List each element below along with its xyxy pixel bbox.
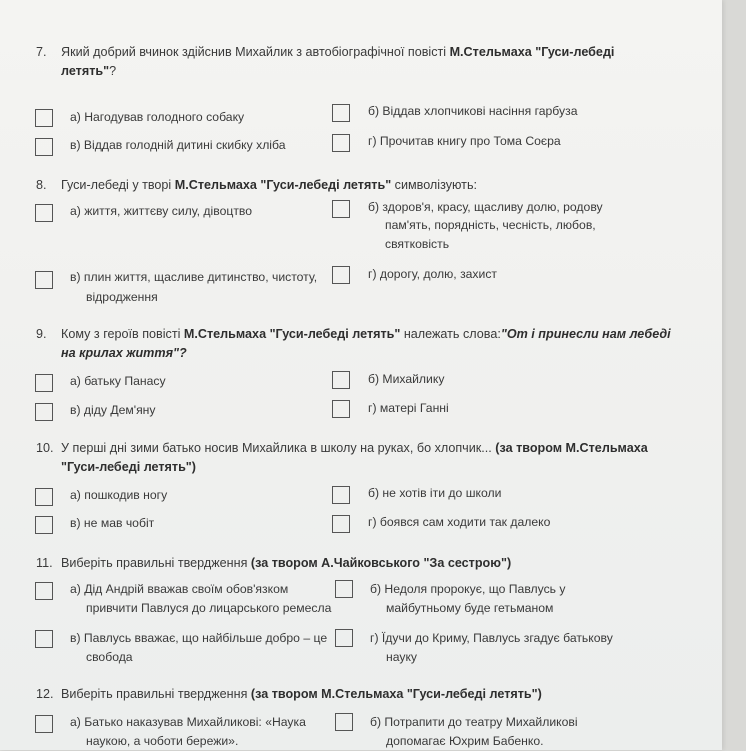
q12-option-a-line1: а) Батько наказував Михайликові: «Наука [70, 715, 306, 729]
q11-option-b-line1: б) Недоля пророкує, що Павлусь у [370, 582, 566, 596]
q8-option-b-line2: пам'ять, порядність, чесність, любов, [385, 218, 596, 232]
question-9-quote: "От і принесли нам лебеді [500, 327, 671, 341]
question-11-text-start: Виберіть правильні твердження [61, 556, 251, 570]
q7-checkbox-a[interactable] [35, 109, 53, 127]
question-10-text-start: У перші дні зими батько носив Михайлика в школу на руках, бо хлопчик... [61, 441, 496, 455]
q12-option-a-line2: наукою, а чоботи бережи». [86, 734, 239, 748]
q7-checkbox-b[interactable] [332, 104, 350, 122]
q12-option-b-line1: б) Потрапити до театру Михайликові [370, 715, 578, 729]
question-9-work-title: М.Стельмаха "Гуси-лебеді летять" [183, 327, 401, 341]
q7-checkbox-c[interactable] [35, 138, 53, 156]
question-10-work-title: (за твором М.Стельмаха [495, 441, 648, 455]
q10-option-b: б) не хотів іти до школи [368, 486, 502, 500]
q11-option-c-line1: в) Павлусь вважає, що найбільше добро – це [70, 631, 328, 645]
question-11-work-title: (за твором А.Чайковського "За сестрою") [250, 556, 512, 570]
q10-checkbox-c[interactable] [35, 516, 53, 534]
q8-checkbox-d[interactable] [332, 266, 350, 284]
q11-option-b-line2: майбутньому буде гетьманом [386, 601, 554, 615]
q12-option-b-line2: допомагає Юхрим Бабенко. [386, 734, 544, 748]
question-10-text [61, 439, 681, 477]
q11-option-d-line1: г) Їдучи до Криму, Павлусь згадує батькову [370, 631, 613, 645]
question-8-text-start: Гуси-лебеді у творі [61, 178, 175, 192]
question-12-text [61, 685, 681, 704]
question-11-number: 11. [36, 556, 53, 570]
question-9-text-start: Кому з героїв повісті [61, 327, 184, 341]
q11-option-a-line2: привчити Павлуся до лицарського ремесла [86, 601, 332, 615]
question-12-work-title: (за твором М.Стельмаха "Гуси-лебеді летять") [250, 687, 542, 701]
q11-checkbox-d[interactable] [335, 629, 353, 647]
question-7-text-start: Який добрий вчинок здійснив Михайлик з автобіографічної повісті [61, 45, 450, 59]
question-12-number: 12. [36, 687, 54, 701]
question-8-text-end: символізують: [391, 178, 478, 192]
q8-checkbox-c[interactable] [35, 271, 53, 289]
question-10-work-title-end: "Гуси-лебеді летять") [61, 460, 196, 474]
q7-option-a: а) Нагодував голодного собаку [70, 110, 245, 124]
q9-checkbox-c[interactable] [35, 403, 53, 421]
q10-option-c: в) не мав чобіт [70, 516, 155, 530]
q8-option-d: г) дорогу, долю, захист [368, 267, 498, 281]
q7-option-d: г) Прочитав книгу про Тома Соєра [368, 134, 561, 148]
q8-option-c-line2: відродження [86, 290, 158, 304]
q11-checkbox-c[interactable] [35, 630, 53, 648]
q9-option-a: а) батьку Панасу [70, 374, 166, 388]
q10-checkbox-d[interactable] [332, 515, 350, 533]
q9-option-d: г) матері Ганні [368, 401, 449, 415]
q11-option-c-line2: свобода [86, 650, 133, 664]
q9-checkbox-b[interactable] [332, 371, 350, 389]
question-9-text-mid: належать слова: [400, 327, 501, 341]
q8-option-a: а) життя, життєву силу, дівоцтво [70, 204, 253, 218]
q7-option-b: б) Віддав хлопчикові насіння гарбуза [368, 104, 578, 118]
q9-checkbox-d[interactable] [332, 400, 350, 418]
q12-checkbox-a[interactable] [35, 715, 53, 733]
q9-checkbox-a[interactable] [35, 374, 53, 392]
question-7-qmark: ? [109, 64, 117, 78]
q10-checkbox-b[interactable] [332, 486, 350, 504]
question-12-text-start: Виберіть правильні твердження [61, 687, 251, 701]
q11-checkbox-a[interactable] [35, 582, 53, 600]
question-9-text [61, 325, 681, 363]
question-10-number: 10. [36, 441, 54, 455]
q11-checkbox-b[interactable] [335, 580, 353, 598]
q8-checkbox-b[interactable] [332, 200, 350, 218]
q10-option-d: г) боявся сам ходити так далеко [368, 515, 551, 529]
question-7-work-title: М.Стельмаха "Гуси-лебеді [449, 45, 615, 59]
q8-option-b-line1: б) здоров'я, красу, щасливу долю, родову [368, 200, 603, 214]
q7-checkbox-d[interactable] [332, 134, 350, 152]
question-9-number: 9. [36, 327, 47, 341]
q9-option-c: в) діду Дем'яну [70, 403, 156, 417]
q10-checkbox-a[interactable] [35, 488, 53, 506]
question-11-text [61, 554, 681, 573]
q10-option-a: а) пошкодив ногу [70, 488, 168, 502]
question-8-number: 8. [36, 178, 47, 192]
q11-option-d-line2: науку [386, 650, 418, 664]
question-7-work-title-end: летять" [61, 64, 110, 78]
q8-checkbox-a[interactable] [35, 204, 53, 222]
q8-option-b-line3: святковість [385, 237, 450, 251]
question-7-number: 7. [36, 45, 47, 59]
question-8-work-title: М.Стельмаха "Гуси-лебеді летять" [174, 178, 392, 192]
q9-option-b: б) Михайлику [368, 372, 445, 386]
question-8-text [61, 176, 681, 195]
question-9-quote-end: на крилах життя"? [61, 346, 187, 360]
q11-option-a-line1: а) Дід Андрій вважав своїм обов'язком [70, 582, 289, 596]
q7-option-c: в) Віддав голодній дитині скибку хліба [70, 138, 286, 152]
q12-checkbox-b[interactable] [335, 713, 353, 731]
q8-option-c-line1: в) плин життя, щасливе дитинство, чистоту, [70, 270, 318, 284]
question-7-text [61, 43, 681, 81]
